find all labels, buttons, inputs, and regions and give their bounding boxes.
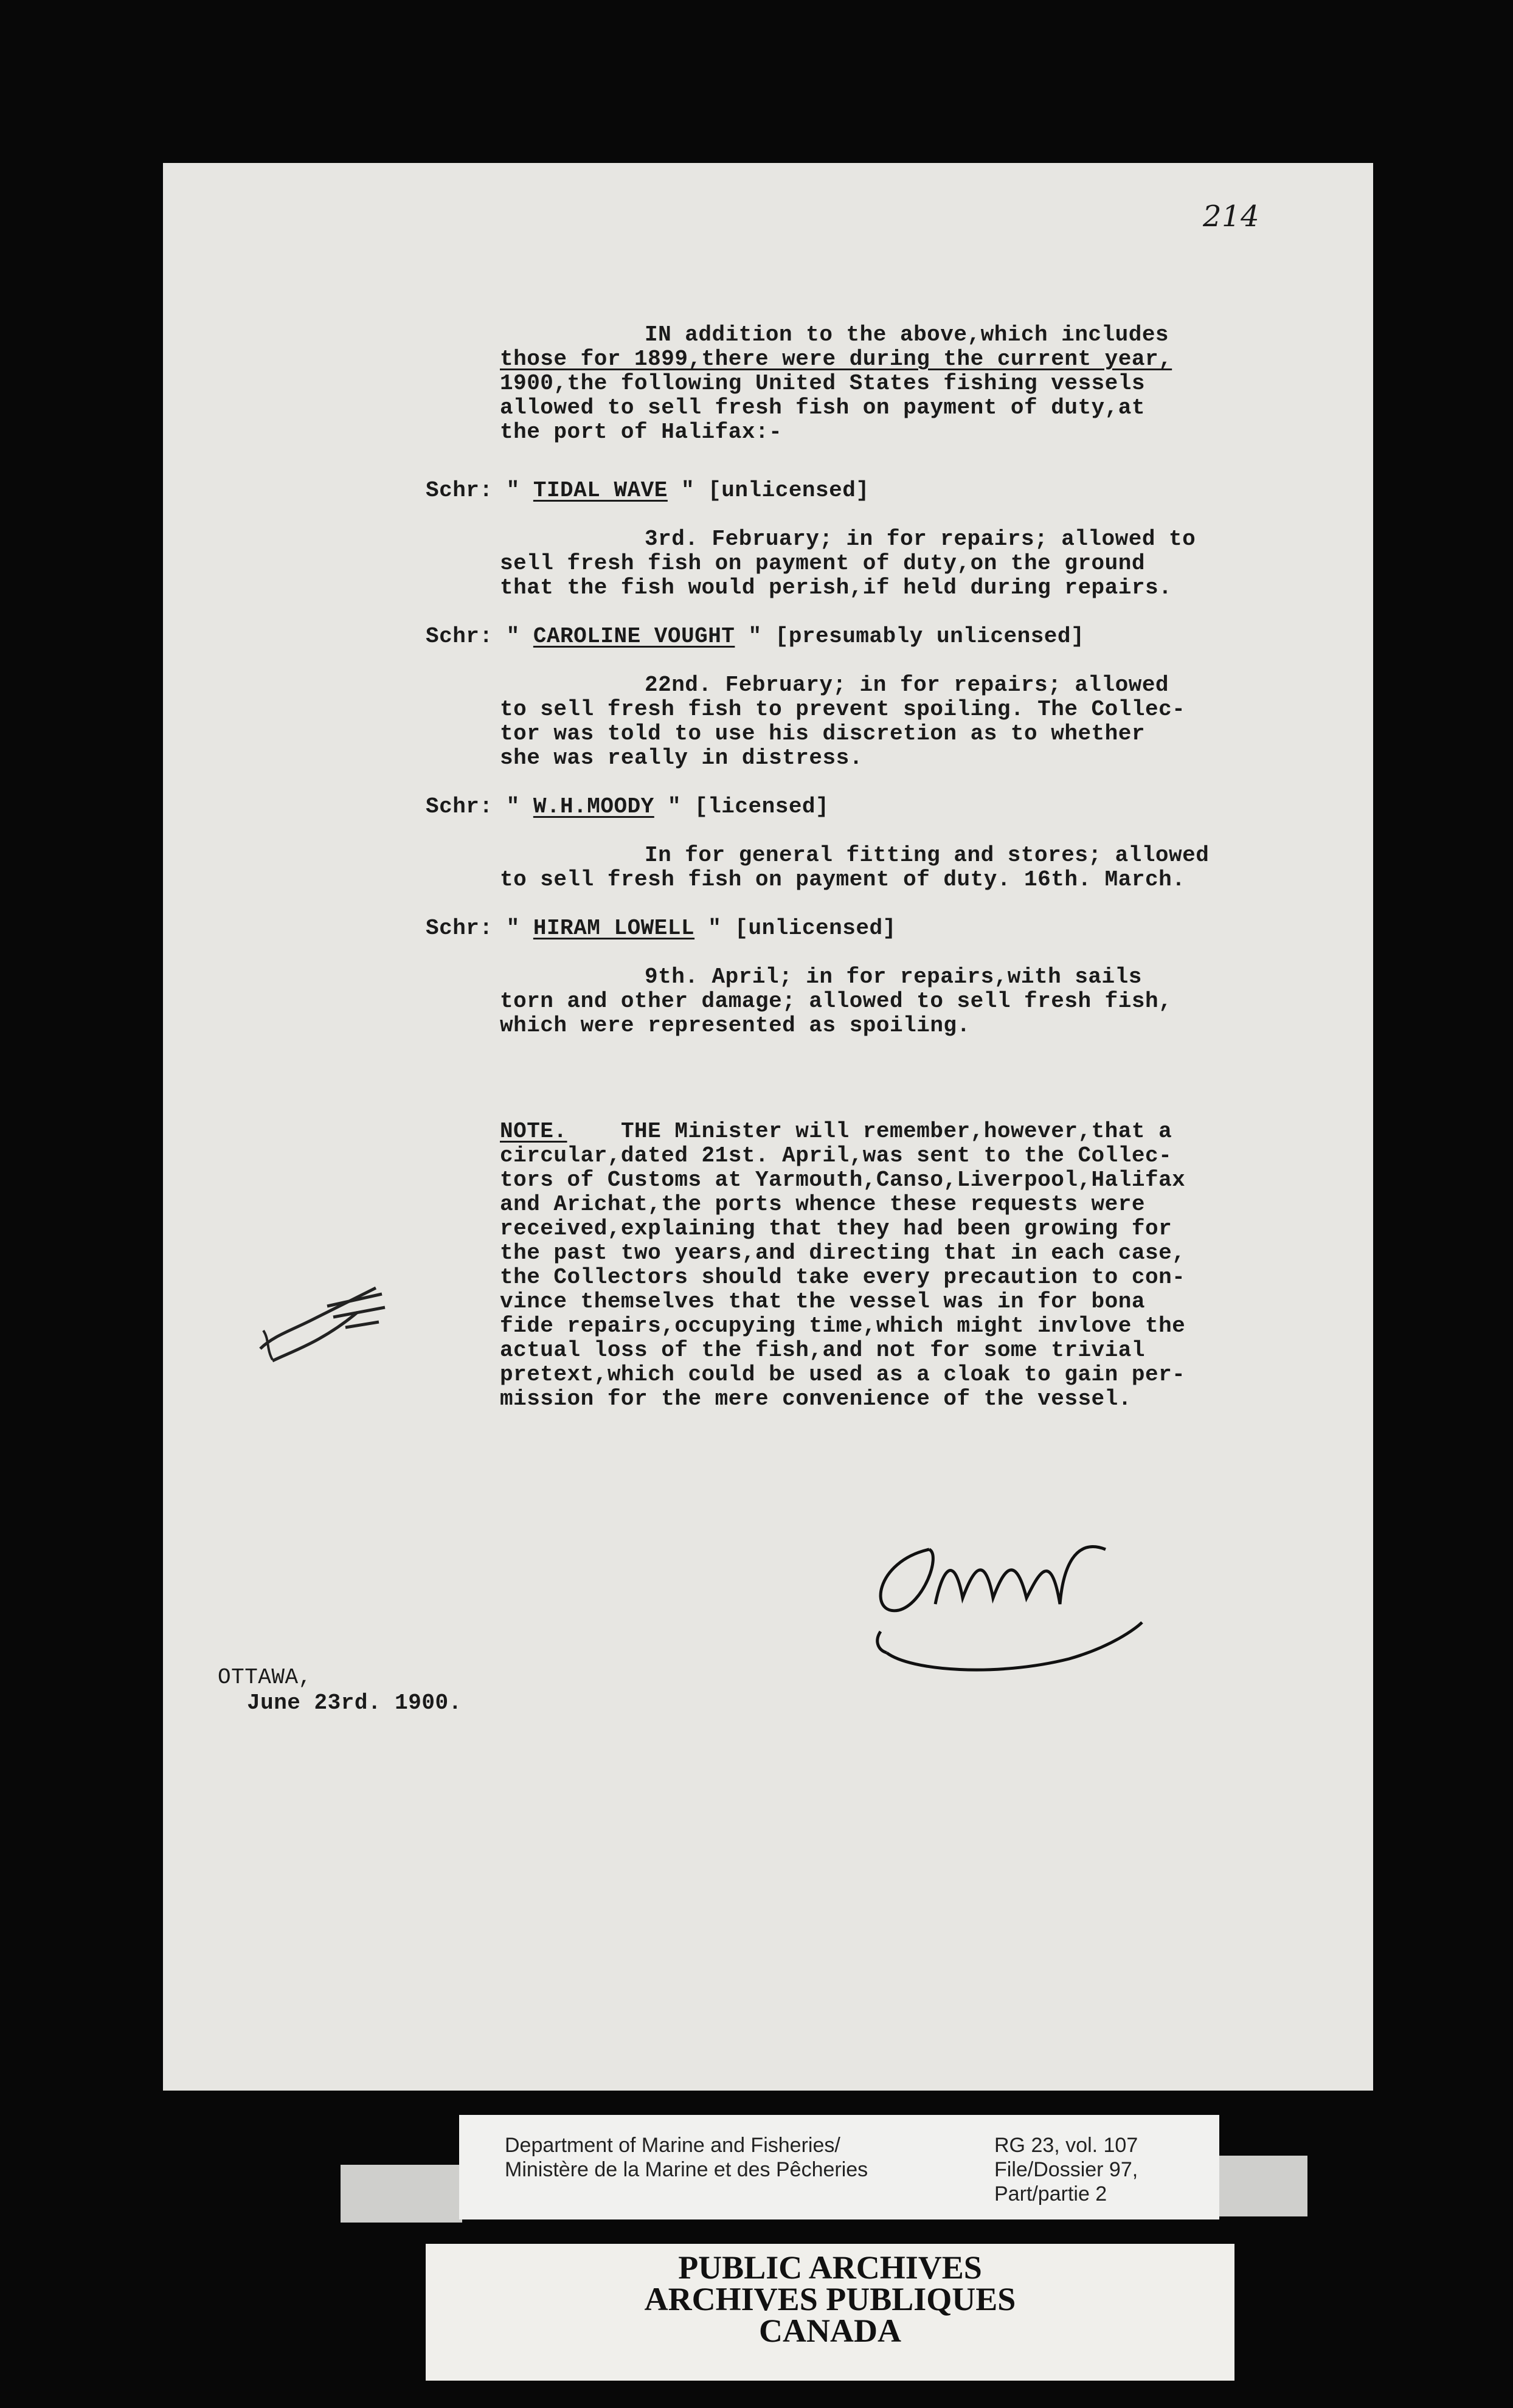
note-line: fide repairs,occupying time,which might invlove the: [500, 1313, 1186, 1338]
stamp-line: CANADA: [759, 2313, 901, 2349]
vessel-name: HIRAM LOWELL: [533, 916, 695, 941]
vessel-detail-line: that the fish would perish,if held during repairs.: [500, 575, 1172, 600]
vessel-prefix: Schr: ": [426, 794, 520, 819]
vessel-detail-line: 3rd. February; in for repairs; allowed to: [645, 527, 1196, 552]
vessel-name: TIDAL WAVE: [533, 478, 668, 503]
vessel-name: CAROLINE VOUGHT: [533, 624, 735, 649]
intro-line: IN addition to the above,which includes: [645, 322, 1169, 347]
vessel-detail-line: to sell fresh fish on payment of duty. 16th. March.: [500, 867, 1186, 892]
pointing-hand-icon: [254, 1270, 400, 1379]
date: June 23rd. 1900.: [247, 1690, 462, 1715]
page-number: 214: [1203, 199, 1260, 234]
archive-label: [459, 2115, 1219, 2219]
vessel-detail-line: 22nd. February; in for repairs; allowed: [645, 673, 1169, 697]
note-line: the past two years,and directing that in each case,: [500, 1240, 1186, 1265]
vessel-status: " [unlicensed]: [708, 916, 896, 941]
vessel-heading: [426, 624, 1084, 649]
vessel-detail-line: sell fresh fish on payment of duty,on the ground: [500, 551, 1145, 576]
vessel-status: " [licensed]: [667, 794, 829, 819]
vessel-heading: [426, 478, 869, 503]
signature: [850, 1501, 1215, 1683]
place: OTTAWA,: [218, 1665, 312, 1690]
note-line: the Collectors should take every precaution to con-: [500, 1265, 1186, 1290]
note-first-text: THE Minister will remember,however,that a: [620, 1119, 1172, 1144]
note-line: circular,dated 21st. April,was sent to the Collec-: [500, 1143, 1172, 1168]
vessel-prefix: Schr: ": [426, 916, 520, 941]
stamp-line: PUBLIC ARCHIVES: [678, 2249, 982, 2286]
note-line: actual loss of the fish,and not for some trivial: [500, 1338, 1145, 1363]
note-line: tors of Customs at Yarmouth,Canso,Liverpool,Halifax: [500, 1168, 1186, 1192]
note-line: pretext,which could be used as a cloak to gain per-: [500, 1362, 1186, 1387]
note-line: vince themselves that the vessel was in for bona: [500, 1289, 1145, 1314]
department-en: Department of Marine and Fisheries/: [505, 2134, 840, 2157]
vessel-prefix: Schr: ": [426, 624, 520, 649]
vessel-status: " [unlicensed]: [681, 478, 870, 503]
note-first-line: [500, 1119, 1172, 1144]
part-number: Part/partie 2: [994, 2182, 1107, 2206]
intro-line: those for 1899,there were during the current year,: [500, 347, 1172, 372]
vessel-detail-line: torn and other damage; allowed to sell fresh fish,: [500, 989, 1172, 1014]
vessel-detail-line: which were represented as spoiling.: [500, 1013, 971, 1038]
archives-stamp: [426, 2244, 1234, 2381]
document-page: [163, 163, 1373, 2091]
vessel-heading: [426, 794, 829, 819]
vessel-heading: [426, 916, 896, 941]
label-clip-right: [1216, 2156, 1307, 2216]
vessel-detail-line: 9th. April; in for repairs,with sails: [645, 964, 1142, 989]
vessel-status: " [presumably unlicensed]: [748, 624, 1085, 649]
vessel-prefix: Schr: ": [426, 478, 520, 503]
department-fr: Ministère de la Marine et des Pêcheries: [505, 2158, 868, 2181]
note-line: received,explaining that they had been growing for: [500, 1216, 1172, 1241]
vessel-name: W.H.MOODY: [533, 794, 654, 819]
vessel-detail-line: to sell fresh fish to prevent spoiling. The Collec-: [500, 697, 1186, 722]
stamp-line: ARCHIVES PUBLIQUES: [644, 2281, 1016, 2317]
intro-line: 1900,the following United States fishing vessels: [500, 371, 1145, 396]
note-line: mission for the mere convenience of the vessel.: [500, 1386, 1132, 1411]
vessel-detail-line: she was really in distress.: [500, 746, 863, 770]
vessel-detail-line: tor was told to use his discretion as to whether: [500, 721, 1145, 746]
intro-line: the port of Halifax:-: [500, 420, 783, 445]
note-label: NOTE.: [500, 1119, 567, 1144]
vessel-detail-line: In for general fitting and stores; allowed: [645, 843, 1210, 868]
intro-line: allowed to sell fresh fish on payment of duty,at: [500, 395, 1145, 420]
reference: RG 23, vol. 107: [994, 2134, 1138, 2157]
file-number: File/Dossier 97,: [994, 2158, 1138, 2181]
label-clip-left: [341, 2165, 462, 2223]
note-line: and Arichat,the ports whence these requests were: [500, 1192, 1145, 1217]
